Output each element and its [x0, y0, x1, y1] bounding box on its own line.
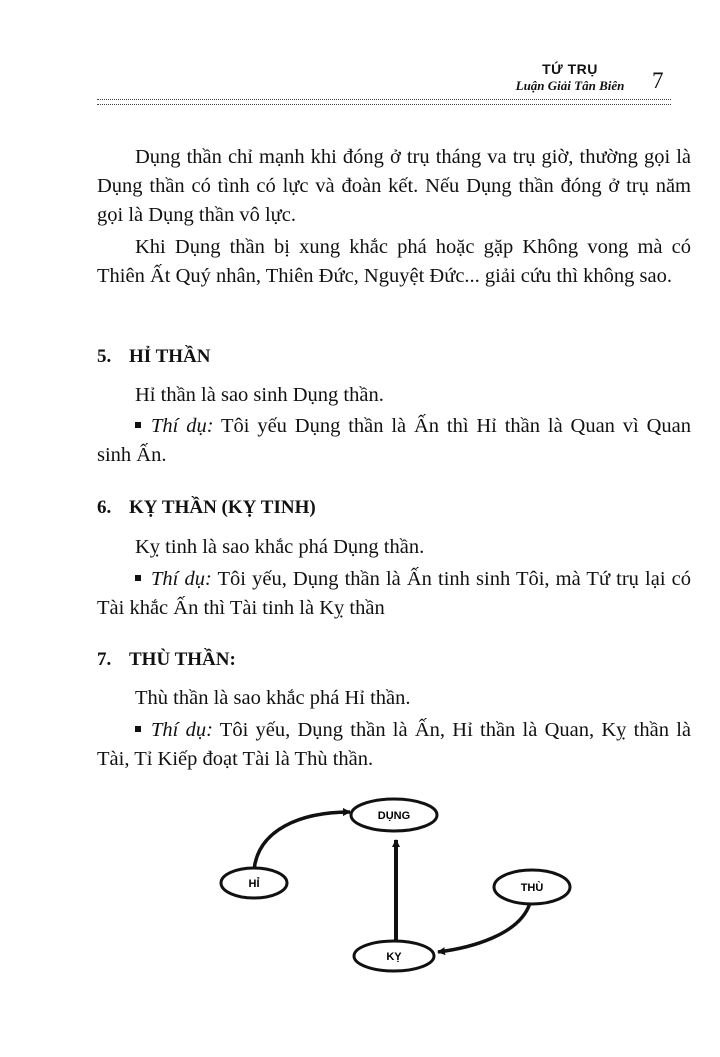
- example-text: Tôi yếu, Dụng thần là Ấn, Hỉ thần là Quan, Kỵ thần là Tài, Tỉ Kiếp đoạt Tài là Thù thần.: [97, 719, 691, 770]
- section-5-definition: Hỉ thần là sao sinh Dụng thần.: [135, 384, 384, 406]
- node-dung: [351, 799, 437, 831]
- node-hi-label: HỈ: [248, 878, 260, 890]
- section-number: 5.: [97, 346, 112, 367]
- node-hi: [221, 868, 287, 898]
- section-title: HỈ THẦN: [129, 346, 211, 367]
- example-label: Thí dụ:: [151, 719, 213, 741]
- example-text: Tôi yếu, Dụng thần là Ấn tinh sinh Tôi, mà Tứ trụ lại có Tài khắc Ấn thì Tài tinh là Kỵ thần: [97, 568, 691, 619]
- section-7-definition: Thù thần là sao khắc phá Hỉ thần.: [135, 687, 411, 709]
- node-dung-label: DỤNG: [377, 810, 411, 822]
- node-thu-label: THÙ: [520, 882, 544, 894]
- node-ky-label: KỴ: [386, 951, 402, 963]
- section-title: KỴ THẦN (KỴ TINH): [129, 497, 316, 518]
- section-6-definition: Kỵ tinh là sao khắc phá Dụng thần.: [135, 536, 425, 558]
- example-label: Thí dụ:: [151, 415, 214, 437]
- node-thu: [494, 870, 570, 904]
- node-ky: [354, 941, 434, 971]
- intro-paragraph-1: Dụng thần chỉ mạnh khi đóng ở trụ tháng va trụ giờ, thường gọi là Dụng thần có tình có lực và đoàn kết. Nếu Dụng thần đóng ở trụ năm gọi là Dụng thần vô lực.: [97, 146, 691, 226]
- page-number: 7: [652, 68, 664, 93]
- arrow-thu-to-ky: [438, 903, 530, 952]
- running-header-subtitle: Luận Giải Tân Biên: [515, 78, 625, 93]
- running-header-title: TỨ TRỤ: [542, 61, 598, 77]
- example-text: Tôi yếu Dụng thần là Ấn thì Hỉ thần là Quan vì Quan sinh Ấn.: [97, 415, 691, 466]
- arrow-hi-to-dung: [254, 812, 350, 870]
- example-label: Thí dụ:: [151, 568, 212, 590]
- section-title: THÙ THẦN:: [129, 649, 236, 670]
- section-number: 6.: [97, 497, 112, 518]
- intro-paragraph-2: Khi Dụng thần bị xung khắc phá hoặc gặp Không vong mà có Thiên Ất Quý nhân, Thiên Đức, Nguyệt Đức... giải cứu thì không sao.: [97, 236, 691, 287]
- section-number: 7.: [97, 649, 112, 670]
